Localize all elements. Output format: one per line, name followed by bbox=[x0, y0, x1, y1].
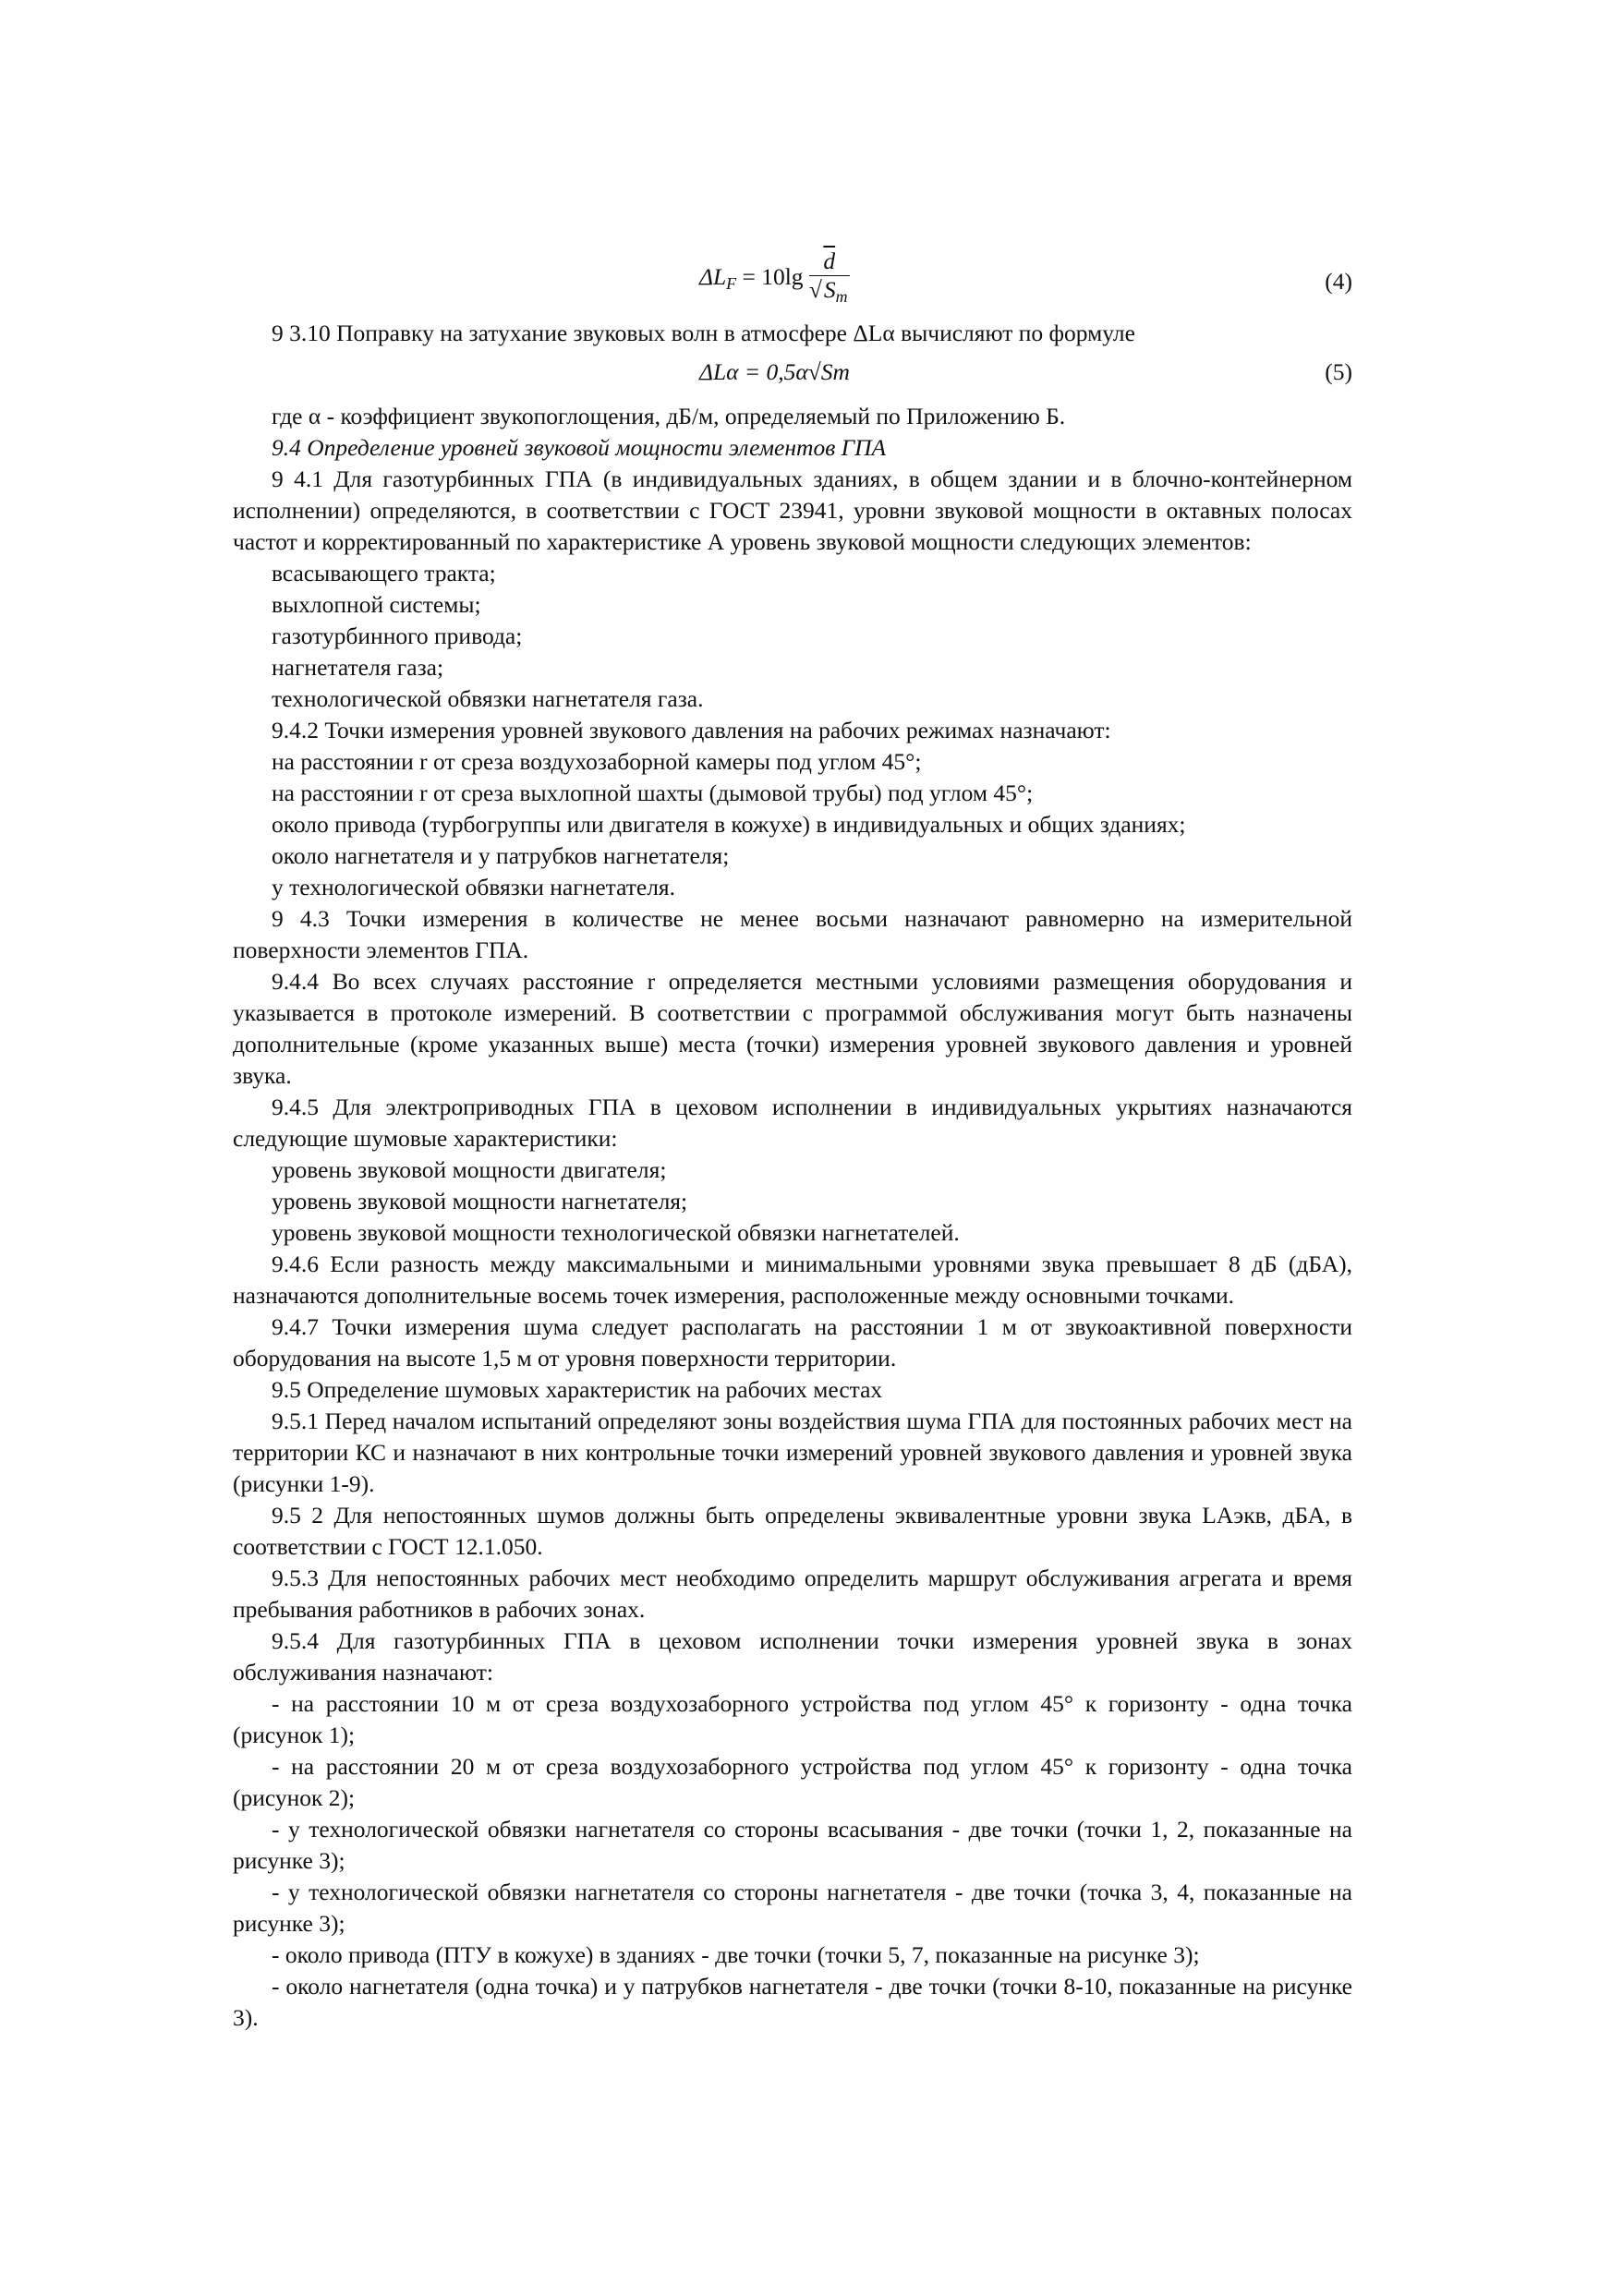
list-item: - на расстоянии 10 м от среза воздухозаборного устройства под углом 45° к горизонту - одна точка (рисунок 1); bbox=[233, 1690, 1352, 1748]
list-item: технологической обвязки нагнетателя газа. bbox=[272, 685, 704, 712]
paragraph: 9.4.6 Если разность между максимальными и минимальными уровнями звука превышает 8 дБ (дБА), назначаются дополнительные восемь точек измерения, расположенные между основными точками. bbox=[233, 1251, 1352, 1309]
formula-4-number: (4) bbox=[1325, 268, 1352, 295]
formula-4-fraction: $\frac{\overline{d}}{√S_m}$ bbox=[808, 248, 848, 306]
list-item: уровень звуковой мощности двигателя; bbox=[272, 1156, 667, 1183]
paragraph: где α - коэффициент звукопоглощения, дБ/м, определяемый по Приложению Б. bbox=[272, 403, 1066, 429]
paragraph: 9.4.7 Точки измерения шума следует располагать на расстоянии 1 м от звукоактивной поверхности оборудования на высоте 1,5 м от уровня поверхности территории. bbox=[233, 1313, 1352, 1372]
paragraph: 9.5.4 Для газотурбинных ГПА в цеховом исполнении точки измерения уровней звука в зонах обслуживания назначают: bbox=[233, 1627, 1352, 1686]
paragraph: 9.5 2 Для непостоянных шумов должны быть определены эквивалентные уровни звука LAэкв, дБА, в соответствии с ГОСТ 12.1.050. bbox=[233, 1502, 1352, 1560]
list-item: нагнетателя газа; bbox=[272, 654, 444, 681]
list-item: уровень звуковой мощности нагнетателя; bbox=[272, 1188, 688, 1214]
list-item: у технологической обвязки нагнетателя. bbox=[272, 874, 676, 900]
list-item: всасывающего тракта; bbox=[272, 560, 496, 586]
list-item: выхлопной системы; bbox=[272, 591, 481, 618]
formula-4-numerator: $\overline{d}$ bbox=[823, 248, 836, 274]
formula-4-lhs-subscript: F bbox=[726, 273, 737, 293]
list-item: - около привода (ПТУ в кожухе) в зданиях - две точки (точки 5, 7, показанные на рисунке 3); bbox=[272, 1941, 1200, 1968]
formula-4-expression bbox=[699, 248, 850, 310]
list-item: - у технологической обвязки нагнетателя со стороны нагнетателя - две точки (точка 3, 4, показанные на рисунке 3); bbox=[233, 1879, 1352, 1937]
list-item: - на расстоянии 20 м от среза воздухозаборного устройства под углом 45° к горизонту - одна точка (рисунок 2); bbox=[233, 1753, 1352, 1811]
list-item: - около нагнетателя (одна точка) и у патрубков нагнетателя - две точки (точки 8-10, показанные на рисунке 3). bbox=[233, 1973, 1352, 2031]
paragraph: 9.4.5 Для электроприводных ГПА в цеховом исполнении в индивидуальных укрытиях назначаются следующие шумовые характеристики: bbox=[233, 1094, 1352, 1152]
paragraph: 9.5.1 Перед началом испытаний определяют зоны воздействия шума ГПА для постоянных рабочих мест на территории КС и назначают в них контрольные точки измерений уровней звукового давления и уровней звука (рисунки 1-9). bbox=[233, 1408, 1352, 1497]
paragraph: 9.4.4 Во всех случаях расстояние r определяется местными условиями размещения оборудования и указывается в протоколе измерений. В соответствии с программой обслуживания могут быть назначены дополнительные (кроме указанных выше) места (точки) измерения уровней звукового давления и уровней звука. bbox=[233, 968, 1352, 1089]
section-heading-9-4: 9.4 Определение уровней звуковой мощности элементов ГПА bbox=[272, 434, 887, 461]
list-item: уровень звуковой мощности технологической обвязки нагнетателей. bbox=[272, 1219, 960, 1246]
section-heading-9-5: 9.5 Определение шумовых характеристик на рабочих местах bbox=[272, 1376, 883, 1403]
paragraph: 9.5.3 Для непостоянных рабочих мест необходимо определить маршрут обслуживания агрегата и время пребывания работников в рабочих зонах. bbox=[233, 1565, 1352, 1623]
list-item: на расстоянии r от среза выхлопной шахты (дымовой трубы) под углом 45°; bbox=[272, 779, 1034, 806]
paragraph: 9.4.2 Точки измерения уровней звукового давления на рабочих режимах назначают: bbox=[272, 717, 1111, 743]
paragraph-9-3-10: 9 3.10 Поправку на затухание звуковых волн в атмосфере ΔLα вычисляют по формуле bbox=[272, 320, 1135, 346]
formula-4-lhs: ΔL bbox=[699, 262, 727, 290]
formula-4-operator: = 10lg bbox=[736, 262, 804, 290]
list-item: на расстоянии r от среза воздухозаборной камеры под углом 45°; bbox=[272, 748, 922, 775]
list-item: газотурбинного привода; bbox=[272, 622, 523, 649]
formula-5-expression: ΔLα = 0,5α√Sm bbox=[699, 358, 850, 385]
paragraph: 9 4.1 Для газотурбинных ГПА (в индивидуальных зданиях, в общем здании и в блочно-контейнерном исполнении) определяются, в соответствии с ГОСТ 23941, уровни звуковой мощности в октавных полосах частот и корректированный по характеристике А уровень звуковой мощности следующих элементов: bbox=[233, 465, 1352, 555]
paragraph: 9 4.3 Точки измерения в количестве не менее восьми назначают равномерно на измерительной поверхности элементов ГПА. bbox=[233, 905, 1352, 963]
formula-5-number: (5) bbox=[1325, 358, 1352, 385]
formula-4-denominator-subscript: m bbox=[835, 287, 848, 306]
list-item: около привода (турбогруппы или двигателя в кожухе) в индивидуальных и общих зданиях; bbox=[272, 811, 1186, 838]
formula-4-denominator: S bbox=[823, 276, 836, 303]
formula-5 bbox=[233, 349, 1352, 401]
list-item: - у технологической обвязки нагнетателя со стороны всасывания - две точки (точки 1, 2, показанные на рисунке 3); bbox=[233, 1816, 1352, 1874]
list-item: около нагнетателя и у патрубков нагнетателя; bbox=[272, 842, 730, 869]
formula-4 bbox=[233, 248, 1352, 318]
document-body bbox=[233, 248, 1352, 2034]
